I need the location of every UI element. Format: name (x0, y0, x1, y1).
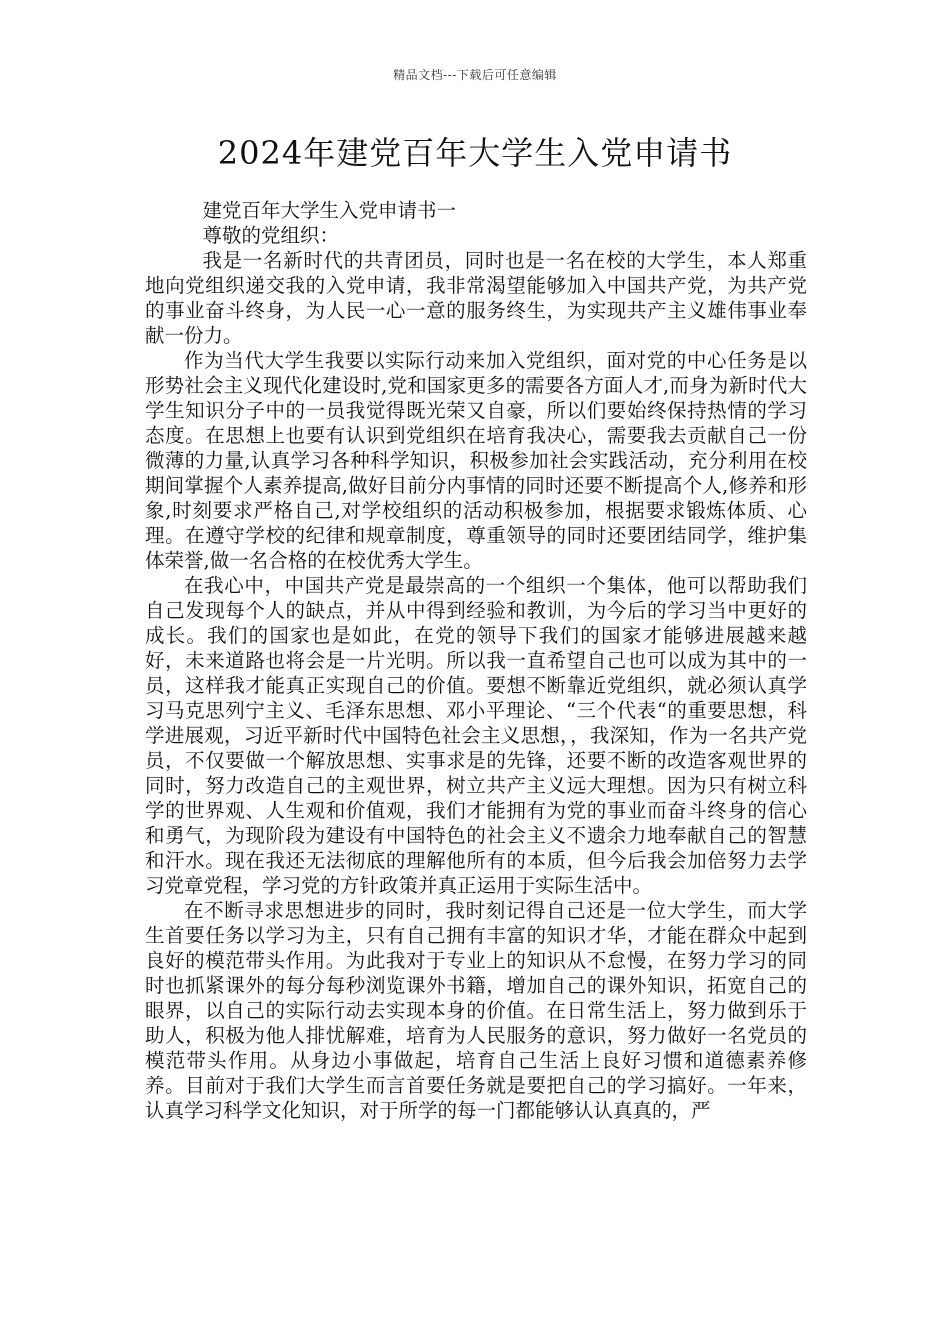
document-title: 2024年建党百年大学生入党申请书 (217, 134, 733, 172)
salutation: 尊敬的党组织： (202, 224, 340, 247)
paragraph-1: 我是一名新时代的共青团员，同时也是一名在校的大学生，本人郑重地向党组织递交我的入党申请，我非常渴望能够加入中国共产党，为共产党的事业奋斗终身，为人民一心一意的服务终生，为实现共产主义雄伟事业奉献一份力。 (145, 249, 807, 347)
paragraph-4: 在不断寻求思想进步的同时，我时刻记得自己还是一位大学生，而大学生首要任务以学习为主，只有自己拥有丰富的知识才华，才能在群众中起到良好的模范带头作用。为此我对于专业上的知识从不怠慢，在努力学习的同时也抓紧课外的每分每秒浏览课外书籍，增加自己的课外知识，拓宽自己的眼界，以自己的实际行动去实现本身的价值。在日常生活上，努力做到乐于助人，积极为他人排忧解难，培育为人民服务的意识，努力做好一名党员的模范带头作用。从身边小事做起，培育自己生活上良好习惯和道德素养修养。目前对于我们大学生而言首要任务就是要把自己的学习搞好。一年来，认真学习科学文化知识，对于所学的每一门都能够认认真真的，严 (145, 899, 807, 1122)
paragraph-2: 作为当代大学生我要以实际行动来加入党组织，面对党的中心任务是以形势社会主义现代化建设时,党和国家更多的需要各方面人才,而身为新时代大学生知识分子中的一员我觉得既光荣又自豪，所以们要始终保持热情的学习态度。在思想上也要有认识到党组织在培育我决心，需要我去贡献自己一份微薄的力量,认真学习各种科学知识，积极参加社会实践活动，充分利用在校期间掌握个人素养提高,做好目前分内事情的同时还要不断提高个人,修养和形象,时刻要求严格自己,对学校组织的活动积极参加，根据要求锻炼体质、心理。在遵守学校的纪律和规章制度，尊重领导的同时还要团结同学，维护集体荣誉,做一名合格的在校优秀大学生。 (145, 349, 807, 572)
document-subtitle: 建党百年大学生入党申请书一 (202, 199, 457, 222)
paragraph-3: 在我心中，中国共产党是最崇高的一个组织一个集体，他可以帮助我们自己发现每个人的缺点，并从中得到经验和教训，为今后的学习当中更好的成长。我们的国家也是如此，在党的领导下我们的国家才能够进展越来越好，未来道路也将会是一片光明。所以我一直希望自己也可以成为其中的一员，这样我才能真正实现自己的价值。要想不断靠近党组织，就必须认真学习马克思列宁主义、毛泽东思想、邓小平理论、“三个代表“的重要思想，科学进展观，习近平新时代中国特色社会主义思想，，我深知，作为一名共产党员，不仅要做一个解放思想、实事求是的先锋，还要不断的改造客观世界的同时，努力改造自己的主观世界，树立共产主义远大理想。因为只有树立科学的世界观、人生观和价值观，我们才能拥有为党的事业而奋斗终身的信心和勇气，为现阶段为建设有中国特色的社会主义不遗余力地奉献自己的智慧和汗水。现在我还无法彻底的理解他所有的本质，但今后我会加倍努力去学习党章党程，学习党的方针政策并真正运用于实际生活中。 (145, 574, 807, 897)
page-header-note: 精品文档---下载后可任意编辑 (393, 68, 557, 82)
document-body (145, 198, 807, 1123)
